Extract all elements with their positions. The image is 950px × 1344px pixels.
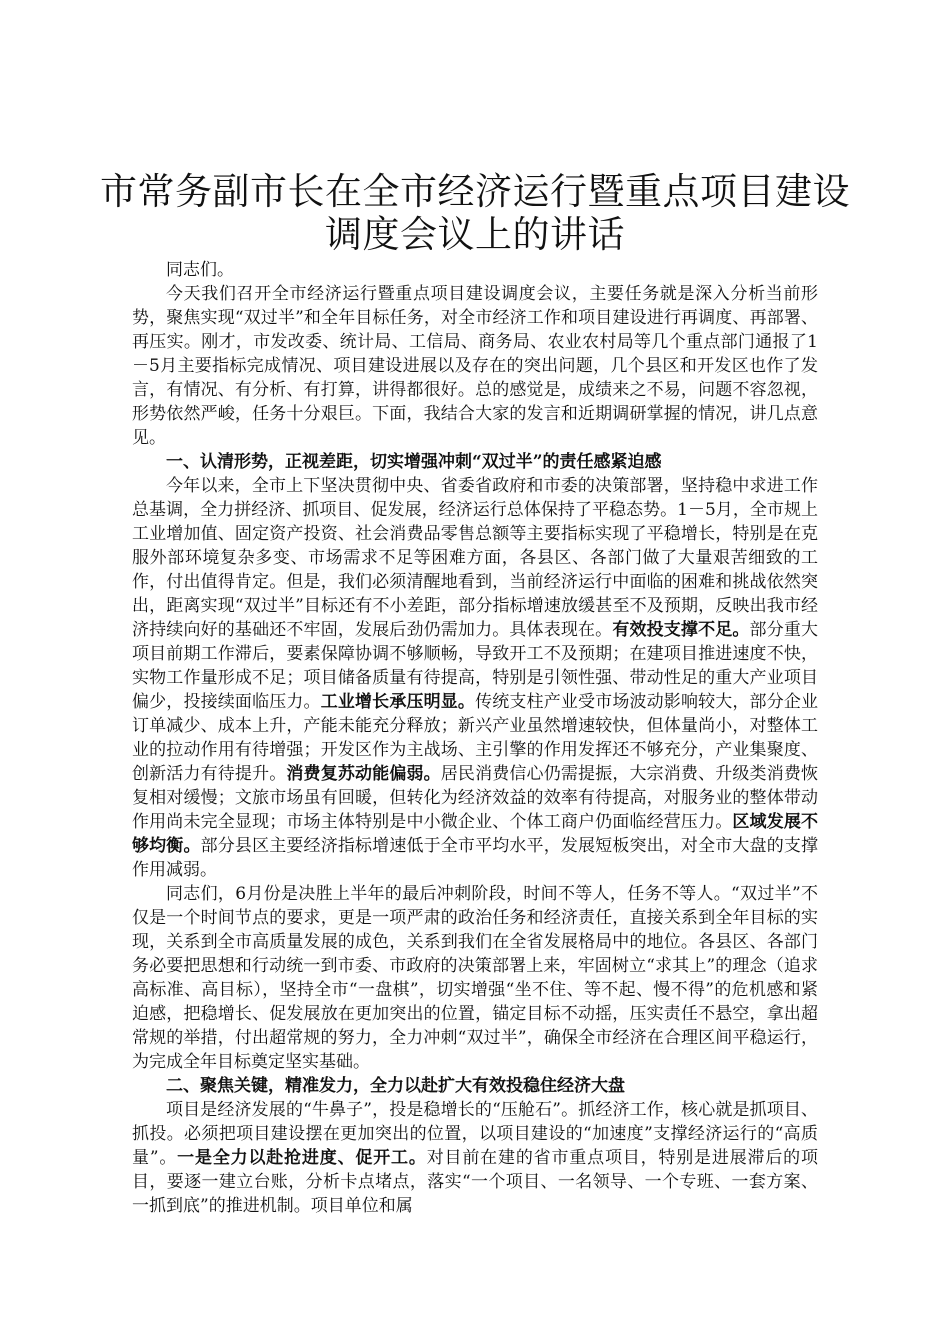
body-text: 传统支柱产业受市场波动影响较大，部分企业订单减少、成本上升，产能未能充分释放；新兴产业虽然增速较快，但体量尚小，对整体工业的拉动作用有待增强；开发区作为主战场、主引擎的作用发挥还不够充分，产业集聚度、创新活力有待提升。 xyxy=(132,692,819,784)
document-page xyxy=(100,170,850,1218)
intro-paragraph: 今天我们召开全市经济运行暨重点项目建设调度会议，主要任务就是深入分析当前形势，聚焦实现“双过半”和全年目标任务，对全市经济工作和项目建设进行再调度、再部署、再压实。刚才，市发改委、统计局、工信局、商务局、农业农村局等几个重点部门通报了1－5月主要指标完成情况、项目建设进展以及存在的突出问题，几个县区和开发区也作了发言，有情况、有分析、有打算，讲得都很好。总的感觉是，成绩来之不易，问题不容忽视，形势依然严峻，任务十分艰巨。下面，我结合大家的发言和近期调研掌握的情况，讲几点意见。 xyxy=(132,284,818,448)
body-text: 对目前在建的省市重点项目，特别是进展滞后的项目，要逐一建立台账，分析卡点堵点，落实“一个项目、一名领导、一个专班、一套方案、一抓到底”的推进机制。项目单位和属 xyxy=(132,1148,818,1216)
section-1-paragraph-1 xyxy=(132,474,818,882)
section-2-paragraph-1 xyxy=(132,1098,818,1218)
body-text: 今年以来，全市上下坚决贯彻中央、省委省政府和市委的决策部署，坚持稳中求进工作总基调，全力拼经济、抓项目、促发展，经济运行总体保持了平稳态势。1－5月，全市规上工业增加值、固定资产投资、社会消费品零售总额等主要指标实现了平稳增长，特别是在克服外部环境复杂多变、市场需求不足等困难方面，各县区、各部门做了大量艰苦细致的工作，付出值得肯定。但是，我们必须清醒地看到，当前经济运行中面临的困难和挑战依然突出，距离实现“双过半”目标还有不小差距，部分指标增速放缓甚至不及预期，反映出我市经济持续向好的基础还不牢固，发展后劲仍需加力。具体表现在。 xyxy=(132,476,818,640)
section-1-heading: 一、认清形势，正视差距，切实增强冲刺“双过半”的责任感紧迫感 xyxy=(166,452,662,472)
bold-point-3: 消费复苏动能偏弱。 xyxy=(286,764,441,784)
section-1-paragraph-2: 同志们，6月份是决胜上半年的最后冲刺阶段，时间不等人，任务不等人。“双过半”不仅是一个时间节点的要求，更是一项严肃的政治任务和经济责任，直接关系到全年目标的实现，关系到全市高质量发展的成色，关系到我们在全省发展格局中的地位。各县区、各部门务必要把思想和行动统一到市委、市政府的决策部署上来，牢固树立“求其上”的理念（追求高标准、高目标），坚持全市“一盘棋”，切实增强“坐不住、等不起、慢不得”的危机感和紧迫感，把稳增长、促发展放在更加突出的位置，锚定目标不动摇，压实责任不悬空，拿出超常规的举措，付出超常规的努力，全力冲刺“双过半”，确保全市经济在合理区间平稳运行，为完成全年目标奠定坚实基础。 xyxy=(132,884,818,1072)
section-2-heading: 二、聚焦关键，精准发力，全力以赴扩大有效投稳住经济大盘 xyxy=(166,1076,625,1096)
body-text: 部分重大项目前期工作滞后，要素保障协调不够顺畅，导致开工不及预期；在建项目推进速度不快，实物工作量形成不足；项目储备质量有待提高，特别是引领性强、带动性足的重大产业项目偏少，投接续面临压力。 xyxy=(132,620,819,712)
body-text: 部分县区主要经济指标增速低于全市平均水平，发展短板突出，对全市大盘的支撑作用减弱。 xyxy=(132,836,819,880)
bold-point: 一是全力以赴抢进度、促开工。 xyxy=(177,1148,427,1168)
title-line-1: 市常务副市长在全市经济运行暨重点项目建设 xyxy=(100,170,850,213)
title-line-2: 调度会议上的讲话 xyxy=(325,213,625,256)
body-text: 居民消费信心仍需提振，大宗消费、升级类消费恢复相对缓慢；文旅市场虽有回暖，但转化为经济效益的效率有待提高，对服务业的整体带动作用尚未完全显现；市场主体特别是中小微企业、个体工商户仍面临经营压力。 xyxy=(132,764,819,832)
bold-point-4: 区域发展不够均衡。 xyxy=(132,812,819,856)
document-title xyxy=(92,170,858,256)
bold-point-2: 工业增长承压明显。 xyxy=(320,692,476,712)
body-text: 项目是经济发展的“牛鼻子”，投是稳增长的“压舱石”。抓经济工作，核心就是抓项目、抓投。必须把项目建设摆在更加突出的位置，以项目建设的“加速度”支撑经济运行的“高质量”。 xyxy=(132,1100,818,1168)
salutation: 同志们。 xyxy=(166,260,234,280)
bold-point-1: 有效投支撑不足。 xyxy=(612,620,750,640)
